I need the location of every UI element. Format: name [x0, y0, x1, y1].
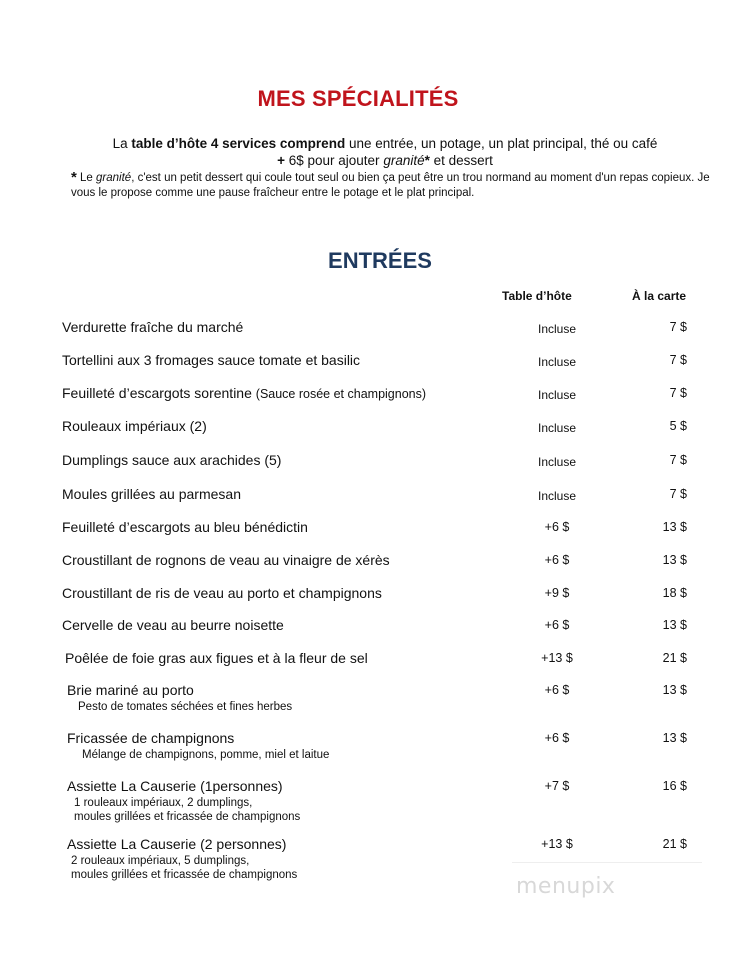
note-italic: granité	[96, 172, 132, 184]
granite-word: granité	[383, 153, 425, 168]
menu-item-title: Dumplings sauce aux arachides (5)	[62, 452, 282, 468]
menu-item-name	[67, 682, 194, 698]
menu-item-name	[62, 552, 390, 568]
a-la-carte-price: 5 $	[669, 419, 687, 433]
menu-item-title: Moules grillées au parmesan	[62, 486, 241, 502]
granite-option	[0, 153, 750, 168]
watermark-logo: menupix	[516, 874, 616, 899]
menu-item-name	[65, 650, 368, 666]
table-hote-price: Incluse	[537, 355, 577, 369]
granite-note	[71, 170, 711, 201]
plus-sign: +	[277, 153, 285, 168]
a-la-carte-price: 13 $	[662, 731, 687, 745]
intro-suffix: une entrée, un potage, un plat principal, thé ou café	[345, 136, 658, 151]
table-hote-price: Incluse	[537, 421, 577, 435]
menu-item-title: Rouleaux impériaux (2)	[62, 418, 207, 434]
watermark-line	[512, 862, 702, 863]
a-la-carte-price: 21 $	[662, 837, 687, 851]
note-text: , c'est un petit dessert qui coule tout seul ou bien ça peut être un trou normand au moment d'un repas copieux. Je vous le propose comme une pause fraîcheur entre le potage et le plat principal.	[71, 172, 710, 199]
menu-item-title: Poêlée de foie gras aux figues et à la fleur de sel	[65, 650, 368, 666]
menu-item-name	[62, 418, 207, 434]
menu-item-title: Assiette La Causerie (1personnes)	[67, 778, 283, 794]
menu-item-title: Verdurette fraîche du marché	[62, 319, 244, 335]
menu-item-title: Tortellini aux 3 fromages sauce tomate et basilic	[62, 352, 361, 368]
menu-item-description: 1 rouleaux impériaux, 2 dumplings,	[74, 797, 253, 809]
intro-prefix: La	[112, 136, 132, 151]
column-header-table-hote: Table d’hôte	[502, 289, 572, 303]
table-hote-price: +13 $	[541, 651, 573, 665]
menu-item-name	[67, 730, 234, 746]
table-hote-price: +13 $	[541, 837, 573, 851]
a-la-carte-price: 7 $	[669, 453, 687, 467]
menu-item-title: Fricassée de champignons	[67, 730, 235, 746]
a-la-carte-price: 13 $	[662, 683, 687, 697]
table-hote-price: Incluse	[537, 455, 577, 469]
menu-item-name	[67, 778, 283, 794]
intro-bold: table d’hôte 4 services comprend	[131, 136, 346, 151]
menu-item-name	[67, 836, 286, 852]
a-la-carte-price: 7 $	[669, 386, 687, 400]
menu-item-description: 2 rouleaux impériaux, 5 dumplings,	[71, 855, 250, 867]
granite-price-text: 6$ pour ajouter	[284, 153, 384, 168]
table-hote-price: +6 $	[544, 553, 570, 567]
menu-item-name	[62, 385, 426, 401]
table-hote-price: Incluse	[537, 322, 577, 336]
a-la-carte-price: 13 $	[662, 618, 687, 632]
a-la-carte-price: 16 $	[662, 779, 687, 793]
a-la-carte-price: 13 $	[662, 553, 687, 567]
menu-item-title: Feuilleté d’escargots sorentine	[62, 385, 256, 401]
menu-item-description: moules grillées et fricassée de champignons	[74, 811, 301, 823]
menu-item-title: Croustillant de ris de veau au porto et champignons	[62, 585, 382, 601]
table-hote-price: +9 $	[544, 586, 570, 600]
section-title-entrees: ENTRÉES	[328, 248, 432, 273]
menu-item-title: Feuilleté d’escargots au bleu bénédictin	[62, 519, 308, 535]
menu-item-name	[62, 519, 308, 535]
table-hote-description	[0, 136, 750, 151]
a-la-carte-price: 21 $	[662, 651, 687, 665]
a-la-carte-price: 7 $	[669, 353, 687, 367]
a-la-carte-price: 7 $	[669, 320, 687, 334]
menu-item-name	[62, 585, 382, 601]
menu-item-title: Cervelle de veau au beurre noisette	[62, 617, 284, 633]
menu-item-description: moules grillées et fricassée de champignons	[71, 869, 298, 881]
menu-item-description: Mélange de champignons, pomme, miel et laitue	[82, 749, 330, 761]
a-la-carte-price: 7 $	[669, 487, 687, 501]
table-hote-price: Incluse	[537, 388, 577, 402]
table-hote-price: +7 $	[544, 779, 570, 793]
table-hote-price: +6 $	[544, 618, 570, 632]
table-hote-price: +6 $	[544, 731, 570, 745]
menu-item-title: Brie mariné au porto	[67, 682, 194, 698]
menu-item-note: (Sauce rosée et champignons)	[255, 387, 427, 401]
menu-item-name	[62, 617, 284, 633]
table-hote-price: +6 $	[544, 683, 570, 697]
menu-item-description: Pesto de tomates séchées et fines herbes	[78, 701, 293, 713]
menu-item-name	[62, 352, 360, 368]
menu-item-title: Croustillant de rognons de veau au vinaigre de xérès	[62, 552, 390, 568]
table-hote-price: +6 $	[544, 520, 570, 534]
menu-item-title: Assiette La Causerie (2 personnes)	[67, 836, 287, 852]
asterisk: *	[424, 153, 430, 168]
note-asterisk: *	[71, 169, 77, 186]
granite-suffix: et dessert	[429, 153, 493, 168]
menu-item-name	[62, 486, 241, 502]
page-title: MES SPÉCIALITÉS	[257, 86, 459, 111]
menu-item-name	[62, 319, 243, 335]
a-la-carte-price: 13 $	[662, 520, 687, 534]
menu-item-name	[62, 452, 281, 468]
table-hote-price: Incluse	[537, 489, 577, 503]
a-la-carte-price: 18 $	[662, 586, 687, 600]
note-prefix: Le	[76, 172, 97, 184]
column-header-a-la-carte: À la carte	[632, 289, 687, 303]
